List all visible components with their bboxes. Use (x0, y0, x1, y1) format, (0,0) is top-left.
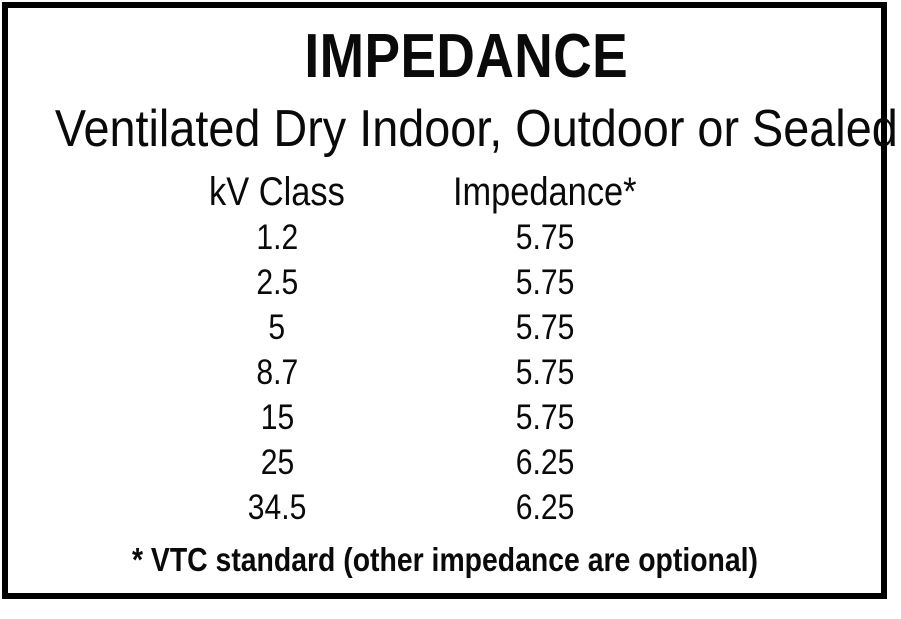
impedance-value: 6.25 (515, 488, 575, 527)
impedance-value: 5.75 (515, 308, 575, 347)
kv-class-value: 8.7 (256, 353, 298, 392)
impedance-table-panel (2, 2, 898, 599)
footnote (8, 540, 881, 580)
impedance-value: 5.75 (515, 218, 575, 257)
kv-class-value: 25 (260, 443, 294, 482)
impedance-value: 6.25 (515, 443, 575, 482)
kv-class-value: 34.5 (247, 488, 307, 527)
table-row (127, 395, 881, 440)
impedance-value: 5.75 (515, 353, 575, 392)
table-header-row (127, 170, 881, 215)
table-row (127, 485, 881, 530)
table-row (127, 260, 881, 305)
table-subtitle (8, 100, 898, 158)
impedance-title-text: IMPEDANCE (304, 22, 629, 91)
impedance-value: 5.75 (515, 398, 575, 437)
kv-class-value: 2.5 (256, 263, 298, 302)
impedance-value: 5.75 (515, 263, 575, 302)
table-row (127, 215, 881, 260)
kv-class-value: 5 (268, 308, 286, 347)
table-subtitle-text: Ventilated Dry Indoor, Outdoor or Sealed (54, 100, 898, 158)
table-row (127, 440, 881, 485)
kv-class-value: 1.2 (256, 218, 298, 257)
table-row (127, 350, 881, 395)
footnote-text: * VTC standard (other impedance are optional) (131, 541, 758, 578)
column-header-impedance: Impedance* (453, 170, 637, 214)
column-header-kv-class: kV Class (209, 170, 345, 214)
kv-class-value: 15 (260, 398, 294, 437)
impedance-title (8, 22, 881, 91)
table-row (127, 305, 881, 350)
